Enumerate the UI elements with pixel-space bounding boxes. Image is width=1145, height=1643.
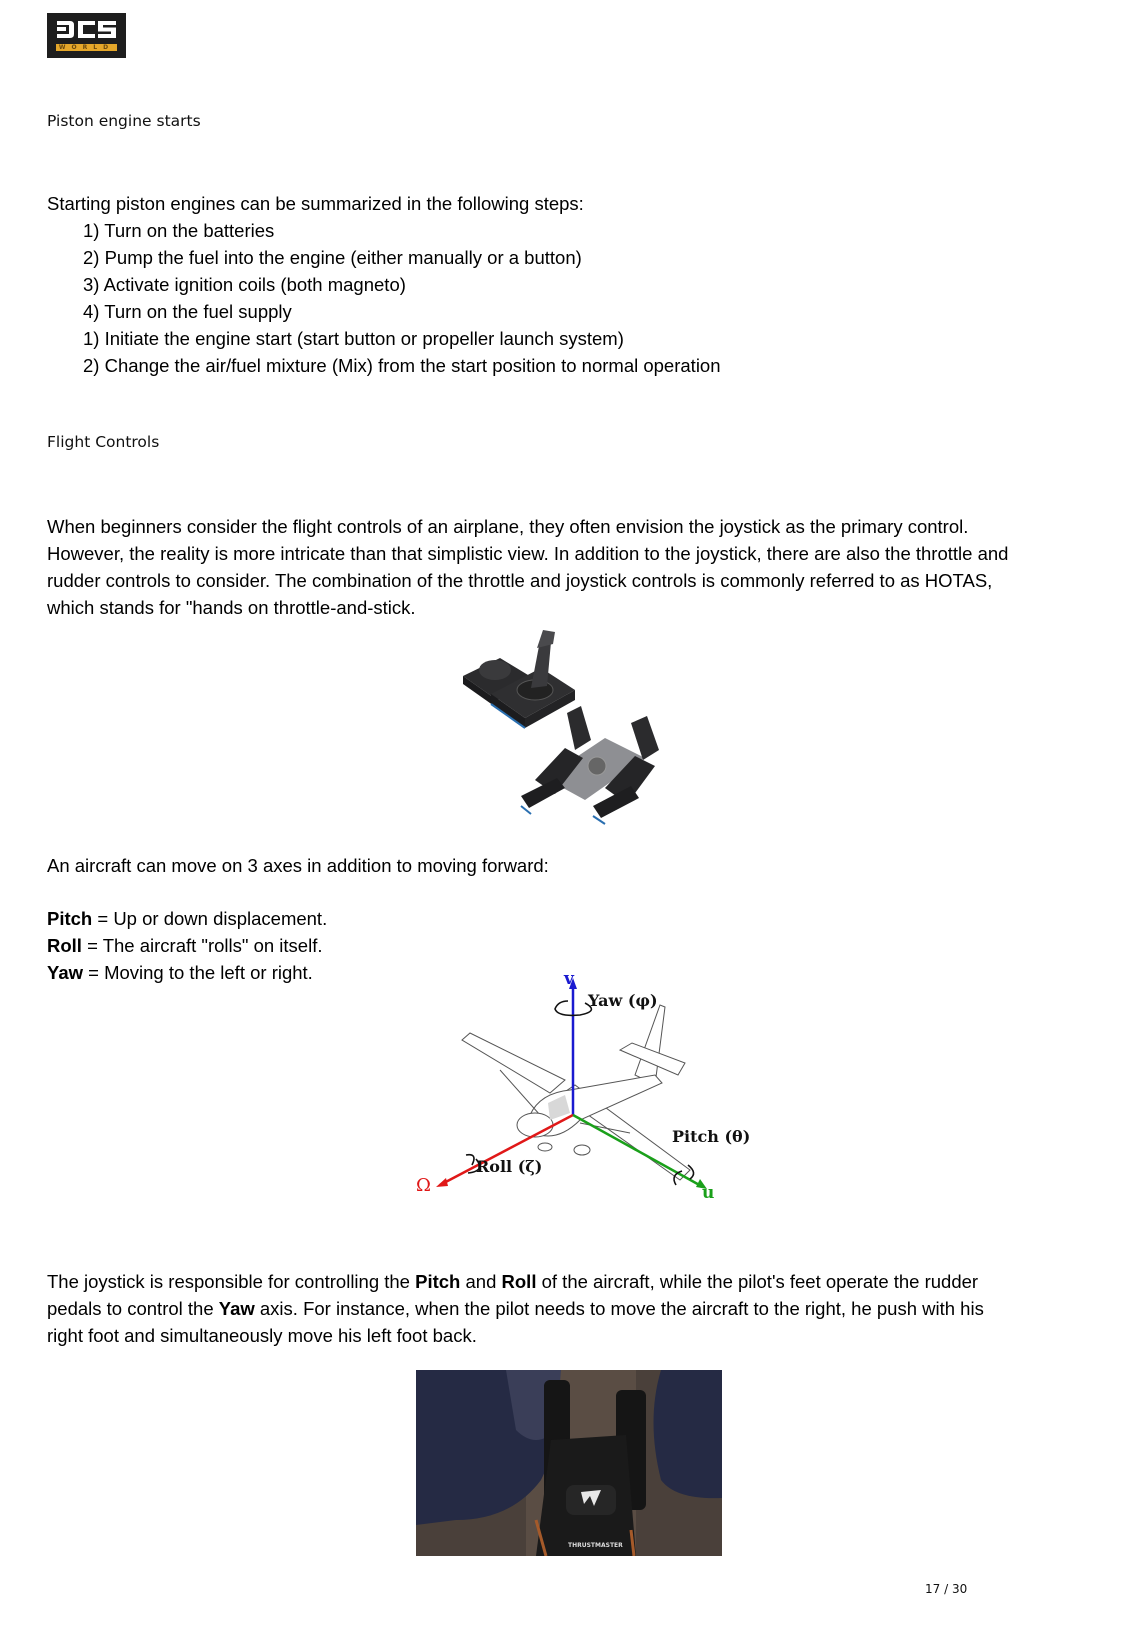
axis-desc: = The aircraft "rolls" on itself.: [81, 935, 323, 956]
flight-controls-paragraph: [47, 513, 1107, 621]
list-item: 1) Initiate the engine start (start button or propeller launch system): [83, 328, 624, 349]
omega-axis-label: Ω: [416, 1175, 431, 1196]
roll-label: Roll (ζ): [476, 1157, 543, 1176]
text-run: of the aircraft, while the pilot's feet operate the rudder: [536, 1271, 979, 1292]
axis-term: Pitch: [47, 908, 93, 929]
airplane-axes-icon: [400, 975, 760, 1205]
pitch-label: Pitch (θ): [672, 1127, 751, 1146]
axis-term: Roll: [47, 935, 82, 956]
piston-steps-list: [83, 217, 721, 379]
section-heading-piston-engine: Piston engine starts: [47, 112, 201, 130]
paragraph-line: [47, 1295, 1107, 1322]
list-item: 2) Pump the fuel into the engine (either manually or a button): [83, 247, 582, 268]
u-axis-label: u: [702, 1183, 715, 1203]
text-run: The joystick is responsible for controlling the: [47, 1271, 416, 1292]
paragraph-line: right foot and simultaneously move his left foot back.: [47, 1325, 477, 1346]
paragraph-line: [47, 1268, 1107, 1295]
text-run: and: [460, 1271, 502, 1292]
text-run: axis. For instance, when the pilot needs to move the aircraft to the right, he push with his: [254, 1298, 984, 1319]
list-item: 1) Turn on the batteries: [83, 220, 275, 241]
axis-term: Yaw: [47, 962, 83, 983]
bold-term: Pitch: [415, 1271, 461, 1292]
axes-intro: An aircraft can move on 3 axes in addition to moving forward:: [47, 855, 549, 876]
list-item: 2) Change the air/fuel mixture (Mix) from the start position to normal operation: [83, 355, 721, 376]
axis-desc: = Up or down displacement.: [92, 908, 328, 929]
paragraph-line: When beginners consider the flight controls of an airplane, they often envision the joystick as the primary control.: [47, 516, 969, 537]
feet-on-pedals-photo-icon: [416, 1370, 722, 1556]
axis-roll: [47, 932, 327, 959]
brand-text: THRUSTMASTER: [568, 1542, 623, 1549]
list-item: 4) Turn on the fuel supply: [83, 301, 292, 322]
section-heading-flight-controls: Flight Controls: [47, 433, 160, 451]
bold-term: Roll: [501, 1271, 537, 1292]
piston-intro: Starting piston engines can be summarized in the following steps:: [47, 193, 584, 214]
rudder-pedals-photo: [416, 1370, 722, 1556]
hotas-image: [455, 628, 670, 838]
dcs-logo-mark-icon: [55, 18, 118, 43]
bold-term: Yaw: [218, 1298, 255, 1319]
logo-subtitle: WORLD: [56, 44, 117, 51]
axis-yaw: [47, 959, 327, 986]
aircraft-axes-diagram: [400, 969, 760, 1205]
hotas-joystick-throttle-pedals-icon: [455, 628, 670, 838]
yaw-label: Yaw (φ): [588, 991, 658, 1010]
axes-list: [47, 905, 327, 986]
v-axis-label: v: [564, 969, 574, 989]
paragraph-line: rudder controls to consider. The combination of the throttle and joystick controls is commonly referred to as HOTAS,: [47, 570, 993, 591]
axis-desc: = Moving to the left or right.: [83, 962, 313, 983]
text-run: pedals to control the: [47, 1298, 219, 1319]
page-number: 17 / 30: [925, 1582, 968, 1596]
paragraph-line: which stands for "hands on throttle-and-stick.: [47, 597, 416, 618]
dcs-world-logo: [47, 13, 126, 58]
axis-pitch: [47, 905, 327, 932]
joystick-paragraph: [47, 1268, 1107, 1349]
list-item: 3) Activate ignition coils (both magneto): [83, 274, 406, 295]
paragraph-line: However, the reality is more intricate than that simplistic view. In addition to the joystick, there are also the throttle and: [47, 543, 1009, 564]
